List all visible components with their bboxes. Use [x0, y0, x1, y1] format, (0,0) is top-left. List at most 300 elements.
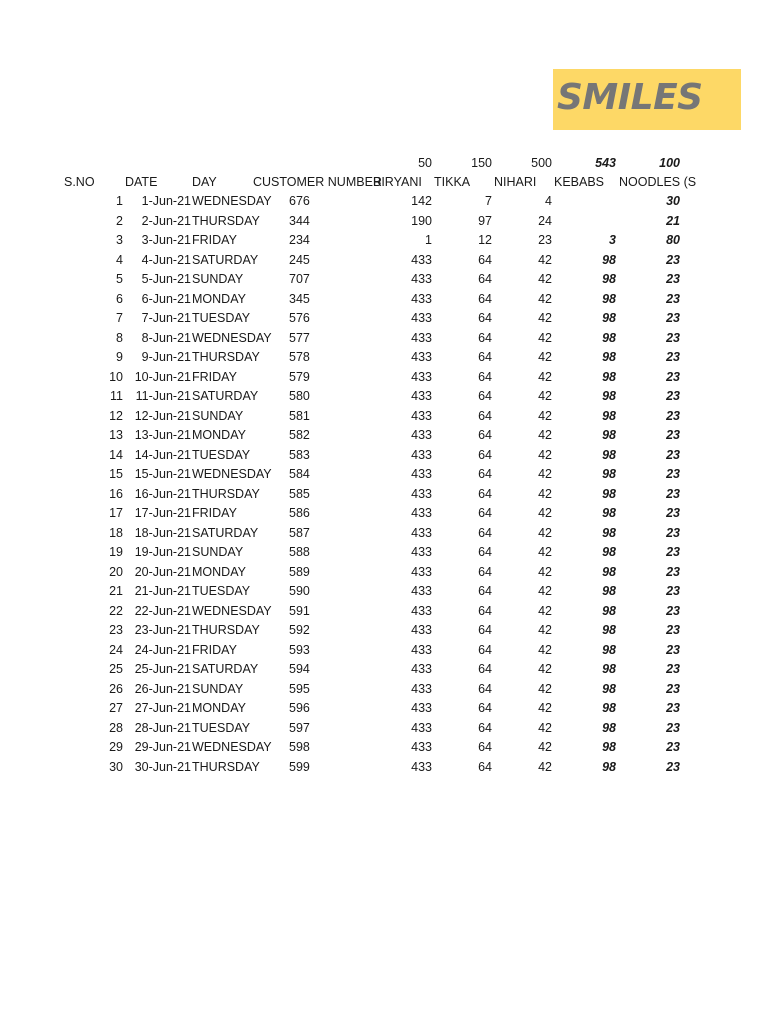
cell-noodles: 30 — [666, 194, 680, 208]
table-row — [0, 231, 768, 250]
cell-biryani: 1 — [425, 233, 432, 247]
header-noodles: NOODLES (S — [619, 175, 697, 189]
table-row — [0, 387, 768, 406]
cell-nihari: 42 — [538, 350, 552, 364]
cell-biryani: 433 — [411, 467, 432, 481]
table-row — [0, 504, 768, 523]
cell-kebabs: 98 — [602, 623, 616, 637]
cell-customers: 584 — [289, 467, 310, 481]
cell-sno: 28 — [109, 721, 123, 735]
cell-biryani: 433 — [411, 272, 432, 286]
cell-date: 20-Jun-21 — [134, 565, 191, 579]
cell-kebabs: 98 — [602, 370, 616, 384]
cell-biryani: 433 — [411, 760, 432, 774]
cell-sno: 24 — [109, 643, 123, 657]
header-day: DAY — [192, 175, 217, 189]
cell-tikka: 64 — [478, 701, 492, 715]
table-row — [0, 446, 768, 465]
cell-nihari: 42 — [538, 760, 552, 774]
cell-nihari: 42 — [538, 331, 552, 345]
cell-tikka: 64 — [478, 584, 492, 598]
cell-nihari: 42 — [538, 740, 552, 754]
cell-sno: 23 — [109, 623, 123, 637]
table-row — [0, 524, 768, 543]
cell-customers: 576 — [289, 311, 310, 325]
cell-day: TUESDAY — [192, 721, 251, 735]
cell-noodles: 23 — [666, 662, 680, 676]
cell-day: THURSDAY — [192, 760, 260, 774]
cell-day: WEDNESDAY — [192, 740, 272, 754]
cell-tikka: 64 — [478, 721, 492, 735]
cell-date: 9-Jun-21 — [141, 350, 191, 364]
price-nihari: 500 — [531, 156, 552, 170]
cell-sno: 19 — [109, 545, 123, 559]
cell-customers: 581 — [289, 409, 310, 423]
cell-day: MONDAY — [192, 428, 246, 442]
cell-kebabs: 98 — [602, 389, 616, 403]
cell-day: FRIDAY — [192, 506, 237, 520]
table-row — [0, 212, 768, 231]
cell-customers: 589 — [289, 565, 310, 579]
table-row — [0, 192, 768, 211]
cell-customers: 582 — [289, 428, 310, 442]
header-kebabs: KEBABS — [554, 175, 605, 189]
cell-customers: 577 — [289, 331, 310, 345]
table-row — [0, 738, 768, 757]
cell-tikka: 64 — [478, 389, 492, 403]
cell-day: SUNDAY — [192, 682, 244, 696]
table-row — [0, 290, 768, 309]
cell-noodles: 23 — [666, 292, 680, 306]
cell-sno: 13 — [109, 428, 123, 442]
cell-nihari: 42 — [538, 662, 552, 676]
cell-noodles: 23 — [666, 604, 680, 618]
cell-kebabs: 98 — [602, 350, 616, 364]
cell-kebabs: 98 — [602, 584, 616, 598]
cell-tikka: 64 — [478, 545, 492, 559]
cell-noodles: 23 — [666, 760, 680, 774]
cell-kebabs: 98 — [602, 253, 616, 267]
cell-day: TUESDAY — [192, 311, 251, 325]
cell-tikka: 64 — [478, 643, 492, 657]
cell-date: 3-Jun-21 — [141, 233, 191, 247]
cell-date: 10-Jun-21 — [134, 370, 191, 384]
table-row — [0, 407, 768, 426]
cell-kebabs: 98 — [602, 701, 616, 715]
cell-biryani: 433 — [411, 448, 432, 462]
cell-nihari: 42 — [538, 370, 552, 384]
cell-biryani: 433 — [411, 662, 432, 676]
cell-tikka: 64 — [478, 740, 492, 754]
cell-sno: 30 — [109, 760, 123, 774]
cell-noodles: 23 — [666, 740, 680, 754]
cell-sno: 6 — [116, 292, 123, 306]
cell-tikka: 64 — [478, 682, 492, 696]
cell-date: 8-Jun-21 — [141, 331, 191, 345]
cell-sno: 15 — [109, 467, 123, 481]
cell-nihari: 42 — [538, 428, 552, 442]
table-row — [0, 348, 768, 367]
cell-date: 13-Jun-21 — [134, 428, 191, 442]
cell-tikka: 64 — [478, 526, 492, 540]
table-row — [0, 368, 768, 387]
cell-customers: 345 — [289, 292, 310, 306]
table-row — [0, 758, 768, 777]
cell-biryani: 433 — [411, 389, 432, 403]
cell-day: SATURDAY — [192, 253, 259, 267]
cell-sno: 3 — [116, 233, 123, 247]
cell-day: MONDAY — [192, 292, 246, 306]
cell-sno: 21 — [109, 584, 123, 598]
cell-nihari: 42 — [538, 545, 552, 559]
cell-kebabs: 98 — [602, 721, 616, 735]
price-tikka: 150 — [471, 156, 492, 170]
cell-noodles: 23 — [666, 506, 680, 520]
table-row — [0, 465, 768, 484]
cell-nihari: 42 — [538, 292, 552, 306]
cell-nihari: 42 — [538, 467, 552, 481]
cell-sno: 27 — [109, 701, 123, 715]
cell-date: 7-Jun-21 — [141, 311, 191, 325]
cell-day: SUNDAY — [192, 272, 244, 286]
cell-day: THURSDAY — [192, 214, 260, 228]
cell-day: MONDAY — [192, 701, 246, 715]
cell-kebabs: 98 — [602, 272, 616, 286]
cell-kebabs: 98 — [602, 565, 616, 579]
price-kebabs: 543 — [595, 156, 616, 170]
cell-date: 29-Jun-21 — [134, 740, 191, 754]
cell-day: SUNDAY — [192, 409, 244, 423]
cell-tikka: 64 — [478, 350, 492, 364]
cell-biryani: 433 — [411, 545, 432, 559]
cell-tikka: 97 — [478, 214, 492, 228]
cell-biryani: 433 — [411, 721, 432, 735]
cell-nihari: 42 — [538, 506, 552, 520]
cell-kebabs: 98 — [602, 760, 616, 774]
cell-day: THURSDAY — [192, 350, 260, 364]
cell-kebabs: 98 — [602, 682, 616, 696]
cell-nihari: 42 — [538, 409, 552, 423]
cell-date: 11-Jun-21 — [135, 389, 191, 403]
cell-biryani: 433 — [411, 331, 432, 345]
cell-sno: 11 — [110, 389, 123, 403]
cell-date: 4-Jun-21 — [141, 253, 191, 267]
cell-customers: 580 — [289, 389, 310, 403]
cell-kebabs: 98 — [602, 409, 616, 423]
cell-customers: 583 — [289, 448, 310, 462]
price-biryani: 50 — [418, 156, 432, 170]
cell-day: FRIDAY — [192, 233, 237, 247]
cell-sno: 14 — [109, 448, 123, 462]
cell-date: 1-Jun-21 — [141, 194, 191, 208]
cell-tikka: 64 — [478, 331, 492, 345]
cell-kebabs: 3 — [609, 233, 616, 247]
cell-customers: 592 — [289, 623, 310, 637]
cell-kebabs: 98 — [602, 526, 616, 540]
cell-customers: 591 — [289, 604, 310, 618]
cell-kebabs: 98 — [602, 428, 616, 442]
cell-sno: 26 — [109, 682, 123, 696]
cell-day: SATURDAY — [192, 662, 259, 676]
cell-customers: 344 — [289, 214, 310, 228]
cell-date: 21-Jun-21 — [134, 584, 191, 598]
price-noodles: 100 — [659, 156, 680, 170]
header-customer-number: CUSTOMER NUMBER — [253, 175, 382, 189]
cell-biryani: 433 — [411, 740, 432, 754]
cell-noodles: 23 — [666, 272, 680, 286]
cell-kebabs: 98 — [602, 467, 616, 481]
cell-date: 23-Jun-21 — [134, 623, 191, 637]
cell-nihari: 42 — [538, 701, 552, 715]
cell-biryani: 190 — [411, 214, 432, 228]
cell-noodles: 23 — [666, 623, 680, 637]
cell-day: TUESDAY — [192, 584, 251, 598]
cell-day: FRIDAY — [192, 370, 237, 384]
cell-date: 14-Jun-21 — [134, 448, 191, 462]
cell-day: WEDNESDAY — [192, 467, 272, 481]
cell-biryani: 433 — [411, 370, 432, 384]
cell-sno: 7 — [116, 311, 123, 325]
cell-biryani: 433 — [411, 623, 432, 637]
cell-customers: 587 — [289, 526, 310, 540]
cell-noodles: 23 — [666, 701, 680, 715]
cell-customers: 594 — [289, 662, 310, 676]
header-biryani: BIRYANI — [373, 175, 422, 189]
cell-date: 18-Jun-21 — [134, 526, 191, 540]
cell-tikka: 64 — [478, 487, 492, 501]
table-row — [0, 699, 768, 718]
cell-customers: 590 — [289, 584, 310, 598]
cell-biryani: 433 — [411, 253, 432, 267]
cell-noodles: 23 — [666, 428, 680, 442]
cell-kebabs: 98 — [602, 643, 616, 657]
cell-customers: 596 — [289, 701, 310, 715]
cell-customers: 245 — [289, 253, 310, 267]
cell-tikka: 64 — [478, 448, 492, 462]
table-row — [0, 329, 768, 348]
table-row — [0, 719, 768, 738]
cell-day: THURSDAY — [192, 623, 260, 637]
cell-customers: 586 — [289, 506, 310, 520]
cell-tikka: 64 — [478, 604, 492, 618]
cell-day: TUESDAY — [192, 448, 251, 462]
cell-tikka: 64 — [478, 292, 492, 306]
cell-noodles: 23 — [666, 565, 680, 579]
table-row — [0, 563, 768, 582]
title-clip — [557, 69, 703, 130]
cell-date: 2-Jun-21 — [141, 214, 191, 228]
cell-date: 12-Jun-21 — [134, 409, 191, 423]
cell-noodles: 23 — [666, 389, 680, 403]
cell-sno: 5 — [116, 272, 123, 286]
cell-kebabs: 98 — [602, 604, 616, 618]
cell-sno: 29 — [109, 740, 123, 754]
sheet-title: SMILES — [557, 77, 703, 118]
cell-sno: 20 — [109, 565, 123, 579]
cell-kebabs: 98 — [602, 506, 616, 520]
cell-nihari: 42 — [538, 721, 552, 735]
cell-noodles: 23 — [666, 350, 680, 364]
cell-kebabs: 98 — [602, 311, 616, 325]
cell-nihari: 42 — [538, 311, 552, 325]
cell-tikka: 7 — [485, 194, 492, 208]
cell-tikka: 64 — [478, 311, 492, 325]
cell-nihari: 42 — [538, 584, 552, 598]
cell-tikka: 64 — [478, 623, 492, 637]
cell-sno: 25 — [109, 662, 123, 676]
cell-day: MONDAY — [192, 565, 246, 579]
table-row — [0, 543, 768, 562]
cell-biryani: 433 — [411, 565, 432, 579]
cell-date: 28-Jun-21 — [134, 721, 191, 735]
cell-day: FRIDAY — [192, 643, 237, 657]
cell-nihari: 42 — [538, 682, 552, 696]
cell-biryani: 142 — [411, 194, 432, 208]
cell-customers: 585 — [289, 487, 310, 501]
cell-noodles: 21 — [666, 214, 680, 228]
cell-date: 17-Jun-21 — [134, 506, 191, 520]
cell-customers: 578 — [289, 350, 310, 364]
table-row — [0, 602, 768, 621]
cell-noodles: 23 — [666, 643, 680, 657]
cell-date: 19-Jun-21 — [134, 545, 191, 559]
cell-noodles: 23 — [666, 682, 680, 696]
cell-nihari: 42 — [538, 565, 552, 579]
cell-noodles: 23 — [666, 331, 680, 345]
cell-tikka: 64 — [478, 467, 492, 481]
cell-day: THURSDAY — [192, 487, 260, 501]
cell-day: SUNDAY — [192, 545, 244, 559]
header-tikka: TIKKA — [434, 175, 471, 189]
cell-sno: 8 — [116, 331, 123, 345]
cell-nihari: 42 — [538, 526, 552, 540]
cell-sno: 22 — [109, 604, 123, 618]
cell-date: 15-Jun-21 — [134, 467, 191, 481]
cell-customers: 599 — [289, 760, 310, 774]
cell-tikka: 64 — [478, 760, 492, 774]
cell-nihari: 24 — [538, 214, 552, 228]
table-row — [0, 621, 768, 640]
cell-biryani: 433 — [411, 292, 432, 306]
cell-nihari: 42 — [538, 389, 552, 403]
cell-biryani: 433 — [411, 311, 432, 325]
cell-date: 25-Jun-21 — [134, 662, 191, 676]
cell-day: SATURDAY — [192, 526, 259, 540]
cell-biryani: 433 — [411, 428, 432, 442]
table-row — [0, 680, 768, 699]
cell-date: 6-Jun-21 — [141, 292, 191, 306]
price-row — [0, 154, 768, 173]
cell-tikka: 64 — [478, 428, 492, 442]
cell-biryani: 433 — [411, 584, 432, 598]
cell-sno: 10 — [109, 370, 123, 384]
cell-tikka: 64 — [478, 409, 492, 423]
cell-noodles: 23 — [666, 545, 680, 559]
cell-kebabs: 98 — [602, 740, 616, 754]
cell-customers: 707 — [289, 272, 310, 286]
cell-noodles: 80 — [666, 233, 680, 247]
cell-biryani: 433 — [411, 487, 432, 501]
cell-nihari: 42 — [538, 623, 552, 637]
cell-kebabs: 98 — [602, 545, 616, 559]
table-row — [0, 426, 768, 445]
cell-customers: 234 — [289, 233, 310, 247]
cell-sno: 18 — [109, 526, 123, 540]
cell-biryani: 433 — [411, 682, 432, 696]
cell-nihari: 42 — [538, 643, 552, 657]
cell-biryani: 433 — [411, 526, 432, 540]
cell-kebabs: 98 — [602, 662, 616, 676]
table-row — [0, 582, 768, 601]
header-sno: S.NO — [64, 175, 95, 189]
cell-noodles: 23 — [666, 448, 680, 462]
cell-nihari: 23 — [538, 233, 552, 247]
cell-noodles: 23 — [666, 487, 680, 501]
cell-nihari: 42 — [538, 604, 552, 618]
header-date: DATE — [125, 175, 158, 189]
cell-sno: 2 — [116, 214, 123, 228]
cell-tikka: 64 — [478, 662, 492, 676]
table-row — [0, 641, 768, 660]
cell-date: 30-Jun-21 — [134, 760, 191, 774]
cell-nihari: 42 — [538, 253, 552, 267]
table-row — [0, 485, 768, 504]
cell-date: 27-Jun-21 — [134, 701, 191, 715]
cell-day: WEDNESDAY — [192, 331, 272, 345]
cell-day: SATURDAY — [192, 389, 259, 403]
cell-kebabs: 98 — [602, 331, 616, 345]
cell-tikka: 12 — [478, 233, 492, 247]
cell-tikka: 64 — [478, 272, 492, 286]
cell-noodles: 23 — [666, 467, 680, 481]
cell-date: 26-Jun-21 — [134, 682, 191, 696]
cell-sno: 12 — [109, 409, 123, 423]
cell-nihari: 42 — [538, 272, 552, 286]
cell-biryani: 433 — [411, 409, 432, 423]
cell-tikka: 64 — [478, 370, 492, 384]
cell-customers: 588 — [289, 545, 310, 559]
cell-noodles: 23 — [666, 526, 680, 540]
cell-customers: 597 — [289, 721, 310, 735]
cell-kebabs: 98 — [602, 448, 616, 462]
table-row — [0, 660, 768, 679]
cell-date: 5-Jun-21 — [141, 272, 191, 286]
cell-biryani: 433 — [411, 701, 432, 715]
cell-nihari: 42 — [538, 487, 552, 501]
cell-noodles: 23 — [666, 253, 680, 267]
cell-biryani: 433 — [411, 350, 432, 364]
cell-kebabs: 98 — [602, 292, 616, 306]
cell-kebabs: 98 — [602, 487, 616, 501]
title-banner — [553, 69, 741, 130]
cell-nihari: 42 — [538, 448, 552, 462]
cell-noodles: 23 — [666, 584, 680, 598]
cell-sno: 4 — [116, 253, 123, 267]
table-row — [0, 251, 768, 270]
cell-tikka: 64 — [478, 565, 492, 579]
cell-sno: 16 — [109, 487, 123, 501]
cell-noodles: 23 — [666, 311, 680, 325]
cell-noodles: 23 — [666, 721, 680, 735]
cell-biryani: 433 — [411, 604, 432, 618]
cell-day: WEDNESDAY — [192, 194, 272, 208]
cell-day: WEDNESDAY — [192, 604, 272, 618]
cell-nihari: 4 — [545, 194, 552, 208]
cell-customers: 595 — [289, 682, 310, 696]
cell-date: 16-Jun-21 — [134, 487, 191, 501]
cell-biryani: 433 — [411, 506, 432, 520]
cell-sno: 9 — [116, 350, 123, 364]
